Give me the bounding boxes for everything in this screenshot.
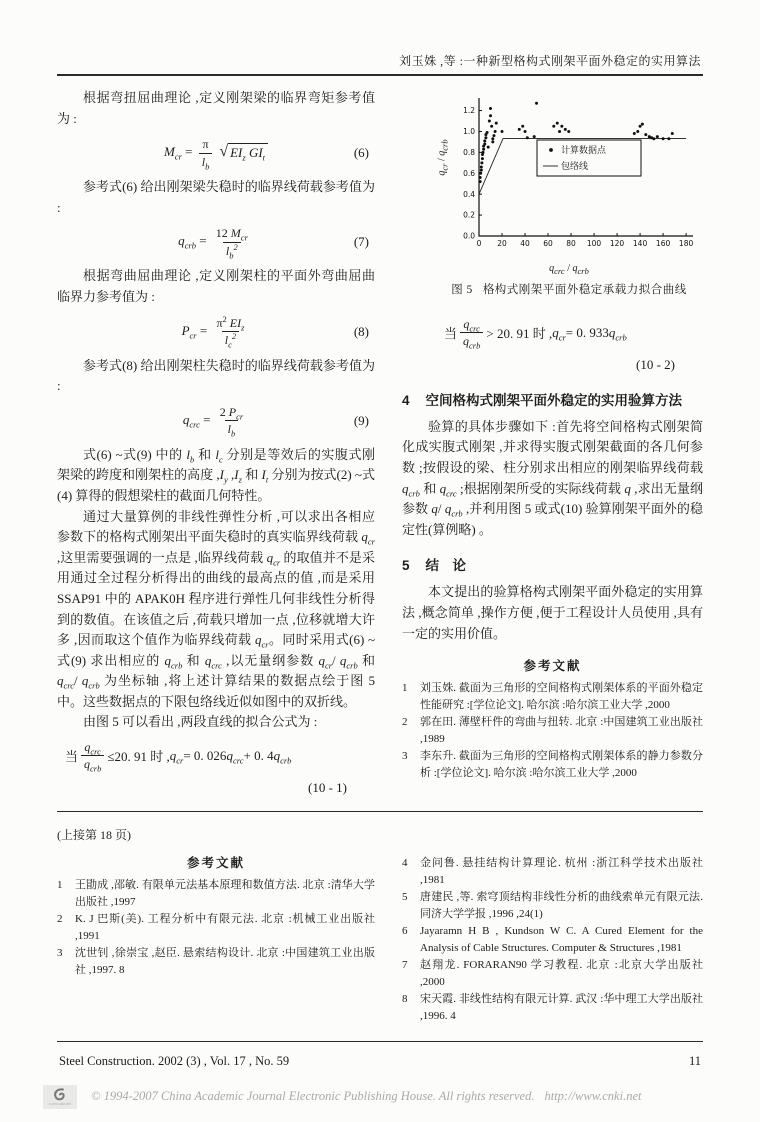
chart-x-axis-label: $q_{crc} / q_{crb}$ bbox=[549, 263, 589, 276]
equation-10-2-body: 当 $\frac{q_{crc}}{q_{crb}}$ > 20. 91 时 , $q_{cr}$ = 0. 933 $q_{crb}$ bbox=[444, 317, 627, 351]
journal-citation: Steel Construction. 2002 (3) , Vol. 17 , No. 59 bbox=[59, 1053, 290, 1068]
reference-text: 李东升. 截面为三角形的空间格构式刚架体系的静力参数分析 :[学位论文]. 哈尔滨 :哈尔滨工业大学 ,2000 bbox=[420, 750, 703, 780]
svg-text:100: 100 bbox=[586, 239, 602, 248]
svg-text:180: 180 bbox=[678, 239, 694, 248]
reference-number: 2 bbox=[402, 716, 408, 729]
equation-7-number: (7) bbox=[353, 234, 369, 250]
figure-caption bbox=[435, 281, 703, 297]
equation-6 bbox=[57, 132, 375, 174]
reference-text: Jayaramn H B , Kundson W C. A Cured Element for the Analysis of Cable Structures. Computer & Structures ,1981 bbox=[420, 924, 703, 954]
paragraph: 参考式(6) 给出刚架梁失稳时的临界线荷载参考值为 : bbox=[57, 179, 375, 215]
svg-text:120: 120 bbox=[609, 239, 625, 248]
paragraph: 由图 5 可以看出 ,两段直线的拟合公式为 : bbox=[83, 714, 318, 730]
equation-10-1-body: 当 $\frac{q_{crc}}{q_{crb}}$ ≤20. 91 时 , $q_{cr}$ = 0. 026 $q_{crc}$ + 0. 4 $q_{crb}$ bbox=[65, 740, 292, 774]
svg-text:0: 0 bbox=[476, 239, 482, 248]
svg-text:1.0: 1.0 bbox=[463, 127, 475, 137]
figure-caption-text: 格构式刚架平面外稳定承载力拟合曲线 bbox=[482, 284, 687, 296]
cnki-logo bbox=[43, 1085, 77, 1109]
reference-text: 沈世钊 ,徐崇宝 ,赵臣. 悬索结构设计. 北京 :中国建筑工业出版社 ,1997. 8 bbox=[75, 946, 375, 976]
equation-9-number: (9) bbox=[353, 412, 369, 428]
svg-text:计算数据点: 计算数据点 bbox=[561, 146, 607, 156]
section-5-heading bbox=[402, 554, 703, 574]
reference-text: 刘玉姝. 截面为三角形的空间格构式刚架体系的平面外稳定性能研究 :[学位论文]. 哈尔滨 :哈尔滨工业大学 ,2000 bbox=[420, 682, 703, 712]
paragraph: 本文提出的验算格构式刚架平面外稳定的实用算法 ,概念简单 ,操作方便 ,便于工程设计人员使用 ,具有一定的实用价值。 bbox=[402, 584, 703, 641]
equation-9 bbox=[57, 400, 375, 442]
paragraph: 验算的具体步骤如下 :首先将空间格构式刚架简化成实腹式刚架 ,并求得实腹式刚架截面的各几何参数 ;按假设的梁、柱分别求出相应的刚架临界线荷载 $q_{crb}$ 和 $q_{crc}$ ;根据刚架所受的实际线荷载 q ,求出无量纲参数 q/ $q_{crb}$ ,并利用图 5 或式(10) 验算刚架平面外的稳定性(算例略) 。 bbox=[402, 418, 703, 537]
reference-text: K. J 巴斯(美). 工程分析中有限元法. 北京 :机械工业出版社 ,1991 bbox=[75, 912, 375, 942]
reference-number: 3 bbox=[57, 946, 63, 959]
references-heading: 参考文献 bbox=[523, 659, 582, 674]
paragraph: 根据弯扭屈曲理论 ,定义刚架梁的临界弯矩参考值为 : bbox=[57, 90, 375, 126]
reference-item bbox=[402, 680, 703, 714]
reference-text: 王勖成 ,邵敏. 有限单元法基本原理和数值方法. 北京 :清华大学出版社 ,1997 bbox=[75, 878, 375, 908]
reference-number: 4 bbox=[402, 856, 408, 869]
svg-text:80: 80 bbox=[566, 239, 576, 248]
svg-text:1.2: 1.2 bbox=[463, 106, 475, 116]
reference-item bbox=[57, 911, 375, 945]
reference-number: 8 bbox=[402, 992, 408, 1005]
reference-item bbox=[57, 945, 375, 979]
svg-text:0.8: 0.8 bbox=[463, 147, 475, 157]
paragraph: 根据弯曲屈曲理论 ,定义刚架柱的平面外弯曲屈曲临界力参考值为 : bbox=[57, 268, 375, 304]
right-column bbox=[402, 88, 703, 801]
svg-text:140: 140 bbox=[632, 239, 648, 248]
paragraph: 通过大量算例的非线性弹性分析 ,可以求出各相应参数下的格构式刚架出平面失稳时的真实临界线荷载 $q_{cr}$ ,这里需要强调的一点是 ,临界线荷载 $q_{cr}$ 的取值并不是采用通过全过程分析得出的曲线的最高点的值 ,而是采用 SSAP91 中的 APAK0H 程序进行弹性几何非线性分析得到的数值。在该值之后 ,荷载只增加一点 ,位移就增大许多 ,因而取这个值作为临界线荷载 $q_{cr}$。同时采用式(6) ~ 式(9) 求出相应的 $q_{crb}$ 和 $q_{crc}$ ,以无量纲参数 $q_{cr}/$ $q_{crb}$ 和 $q_{crc}/$ $q_{crb}$ 为坐标轴 ,将上述计算结果的数据点绘于图 5 中。这些数据点的下限包络线近似如图中的双折线。 bbox=[57, 508, 375, 709]
paragraph: 式(6) ~式(9) 中的 $l_b$ 和 $l_c$ 分别是等效后的实腹式刚架梁的跨度和刚架柱的高度 $,I_y$ $,I_z$ 和 $I_t$ 分别为按式(2) ~式(4) 算得的假想梁柱的截面几何特性。 bbox=[57, 446, 375, 503]
reference-item bbox=[402, 889, 703, 923]
svg-text:0.0: 0.0 bbox=[463, 231, 475, 241]
continuation-divider bbox=[57, 811, 703, 812]
equation-9-body: $q_{crc}$ = $\frac{2 P_{cr}}{l_b}$ bbox=[182, 404, 244, 439]
reference-text: 金问鲁. 悬挂结构计算理论. 杭州 :浙江科学技术出版社 ,1981 bbox=[420, 856, 703, 886]
equation-7 bbox=[57, 221, 375, 263]
equation-8-number: (8) bbox=[353, 323, 369, 339]
copyright-strip bbox=[48, 1085, 703, 1109]
section-4-heading bbox=[402, 389, 703, 409]
cnki-logo-caption: www.cnki.net bbox=[48, 1100, 72, 1106]
equation-10-1 bbox=[57, 736, 375, 798]
reference-item bbox=[402, 957, 703, 991]
svg-text:0.4: 0.4 bbox=[463, 189, 475, 199]
svg-text:20: 20 bbox=[497, 239, 507, 248]
chart-y-axis-label: $q_{cr} / q_{crb}$ bbox=[436, 139, 450, 176]
reference-item bbox=[402, 748, 703, 782]
paragraph: 参考式(8) 给出刚架柱失稳时的临界线荷载参考值为 : bbox=[57, 357, 375, 394]
footer-line bbox=[57, 1042, 703, 1069]
reference-text: 唐建民 ,等. 索穹顶结构非线性分析的曲线索单元有限元法. 同济大学学报 ,1996 ,24(1) bbox=[420, 890, 703, 920]
svg-text:160: 160 bbox=[655, 239, 671, 248]
equation-8-body: $P_{cr}$ = $\frac{\pi^2 EI_z}{l_c^2}$ bbox=[181, 313, 245, 350]
page-number: 11 bbox=[688, 1053, 701, 1068]
reference-number: 1 bbox=[57, 878, 63, 891]
figure-chart bbox=[435, 90, 703, 258]
figure-5 bbox=[425, 90, 703, 297]
equation-10-1-number: (10 - 1) bbox=[308, 779, 347, 795]
reference-item bbox=[402, 714, 703, 748]
copyright-text bbox=[91, 1089, 641, 1104]
section-4-number: 4 bbox=[402, 392, 410, 408]
section-4-title: 空间格构式刚架平面外稳定的实用验算方法 bbox=[425, 392, 683, 408]
reference-item bbox=[402, 991, 703, 1025]
reference-number: 6 bbox=[402, 924, 408, 937]
header-rule bbox=[57, 74, 703, 76]
svg-text:60: 60 bbox=[543, 239, 553, 248]
main-body bbox=[57, 88, 703, 801]
reference-number: 3 bbox=[402, 750, 408, 763]
cnki-swirl-icon bbox=[52, 1088, 68, 1102]
svg-text:包络线: 包络线 bbox=[561, 162, 589, 172]
reference-item bbox=[57, 877, 375, 911]
svg-text:0.6: 0.6 bbox=[463, 168, 475, 178]
section-5-number: 5 bbox=[402, 558, 410, 574]
svg-text:0.2: 0.2 bbox=[463, 210, 475, 220]
equation-8 bbox=[57, 311, 375, 353]
reference-number: 1 bbox=[402, 682, 408, 695]
cnki-url[interactable]: http://www.cnki.net bbox=[544, 1089, 642, 1104]
equation-10-2-number: (10 - 2) bbox=[636, 356, 675, 372]
equation-6-body: $M_{cr}$ = $\frac{\pi}{l_b}$ √ $EI_z$ $GI_t$ bbox=[164, 137, 268, 169]
reference-item bbox=[402, 855, 703, 889]
reference-number: 2 bbox=[57, 912, 63, 925]
continuation-right-column bbox=[402, 855, 703, 1025]
reference-text: 郭在田. 薄壁杆件的弯曲与扭转. 北京 :中国建筑工业出版社 ,1989 bbox=[420, 716, 703, 746]
continuation-left-column bbox=[57, 845, 375, 1025]
equation-10-2 bbox=[402, 313, 703, 375]
figure-caption-label: 图 5 bbox=[451, 284, 473, 296]
equation-7-body: $q_{crb}$ = $\frac{12 M_{cr}}{l_b^2}$ bbox=[178, 226, 248, 261]
section-5-title: 结 论 bbox=[425, 558, 467, 574]
copyright-notice: © 1994-2007 China Academic Journal Electronic Publishing House. All rights reserved. bbox=[91, 1089, 535, 1104]
svg-text:40: 40 bbox=[520, 239, 530, 248]
reference-number: 7 bbox=[402, 958, 408, 971]
continuation-references-heading: 参考文献 bbox=[186, 855, 245, 870]
reference-text: 赵翔龙. FORARAN90 学习教程. 北京 :北京大学出版社 ,2000 bbox=[420, 958, 703, 988]
reference-text: 宋天霞. 非线性结构有限元计算. 武汉 :华中理工大学出版社 ,1996. 4 bbox=[420, 992, 703, 1022]
continuation-label: (上接第 18 页) bbox=[57, 827, 131, 842]
running-head: 刘玉姝 ,等 :一种新型格构式刚架平面外稳定的实用算法 bbox=[399, 54, 701, 68]
equation-6-number: (6) bbox=[353, 145, 369, 161]
reference-number: 5 bbox=[402, 890, 408, 903]
left-column bbox=[57, 88, 375, 801]
reference-item bbox=[402, 923, 703, 957]
continuation-body bbox=[57, 845, 703, 1025]
